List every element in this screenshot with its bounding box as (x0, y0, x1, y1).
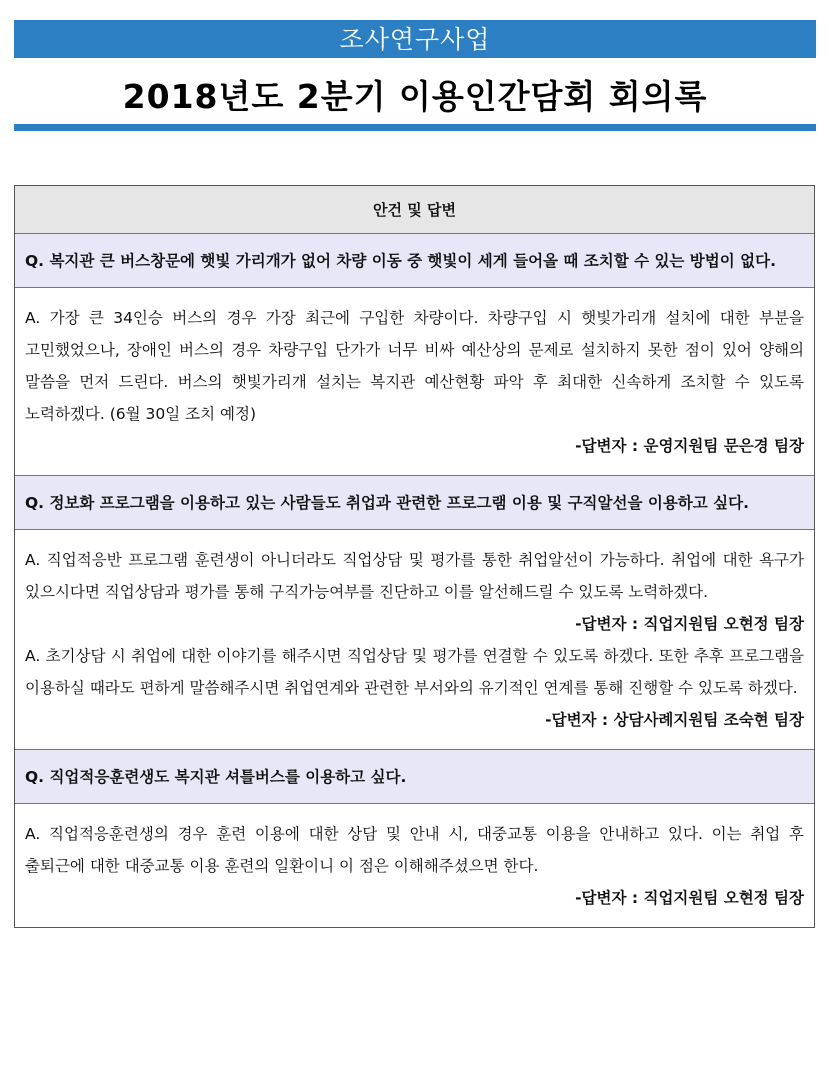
banner-text: 조사연구사업 (339, 24, 491, 54)
responder: -답변자 : 운영지원팀 문은경 팀장 (575, 437, 804, 455)
qa-table (14, 185, 815, 928)
responder: -답변자 : 상담사례지원팀 조숙현 팀장 (545, 711, 804, 729)
answer-text: A. 초기상담 시 취업에 대한 이야기를 해주시면 직업상담 및 평가를 연결할 수 있도록 하겠다. 또한 추후 프로그램을 이용하실 때라도 편하게 말씀해주시면 취업연계와 관련한 부서와의 유기적인 연계를 통해 진행할 수 있도록 하겠다. (25, 647, 804, 697)
answer-text: A. 직업적응훈련생의 경우 훈련 이용에 대한 상담 및 안내 시, 대중교통 이용을 안내하고 있다. 이는 취업 후 출퇴근에 대한 대중교통 이용 훈련의 일환이니 이 점은 이해해주셨으면 한다. (25, 825, 804, 875)
answer-row (15, 804, 814, 927)
question-row: Q. 복지관 큰 버스창문에 햇빛 가리개가 없어 차량 이동 중 햇빛이 세게 들어올 때 조치할 수 있는 방법이 없다. (15, 234, 814, 288)
section-banner (14, 20, 816, 58)
question-row: Q. 직업적응훈련생도 복지관 셔틀버스를 이용하고 싶다. (15, 750, 814, 804)
page-title: 2018년도 2분기 이용인간담회 회의록 (122, 76, 708, 116)
question-row: Q. 정보화 프로그램을 이용하고 있는 사람들도 취업과 관련한 프로그램 이용 및 구직알선을 이용하고 싶다. (15, 476, 814, 530)
answer-text: A. 직업적응반 프로그램 훈련생이 아니더라도 직업상담 및 평가를 통한 취업알선이 가능하다. 취업에 대한 욕구가 있으시다면 직업상담과 평가를 통해 구직가능여부를 진단하고 이를 알선해드릴 수 있도록 노력하겠다. (25, 551, 804, 601)
responder: -답변자 : 직업지원팀 오현정 팀장 (575, 889, 804, 907)
answer-row (15, 530, 814, 750)
responder: -답변자 : 직업지원팀 오현정 팀장 (575, 615, 804, 633)
table-header: 안건 및 답변 (15, 186, 814, 234)
answer-text: A. 가장 큰 34인승 버스의 경우 가장 최근에 구입한 차량이다. 차량구입 시 햇빛가리개 설치에 대한 부분을 고민했었으나, 장애인 버스의 경우 차량구입 단가가 너무 비싸 예산상의 문제로 설치하지 못한 점이 있어 양해의 말씀을 먼저 드린다. 버스의 햇빛가리개 설치는 복지관 예산현황 파악 후 최대한 신속하게 조치할 수 있도록 노력하겠다. (6월 30일 조치 예정) (25, 309, 804, 423)
title-underline (14, 124, 816, 131)
answer-row (15, 288, 814, 476)
